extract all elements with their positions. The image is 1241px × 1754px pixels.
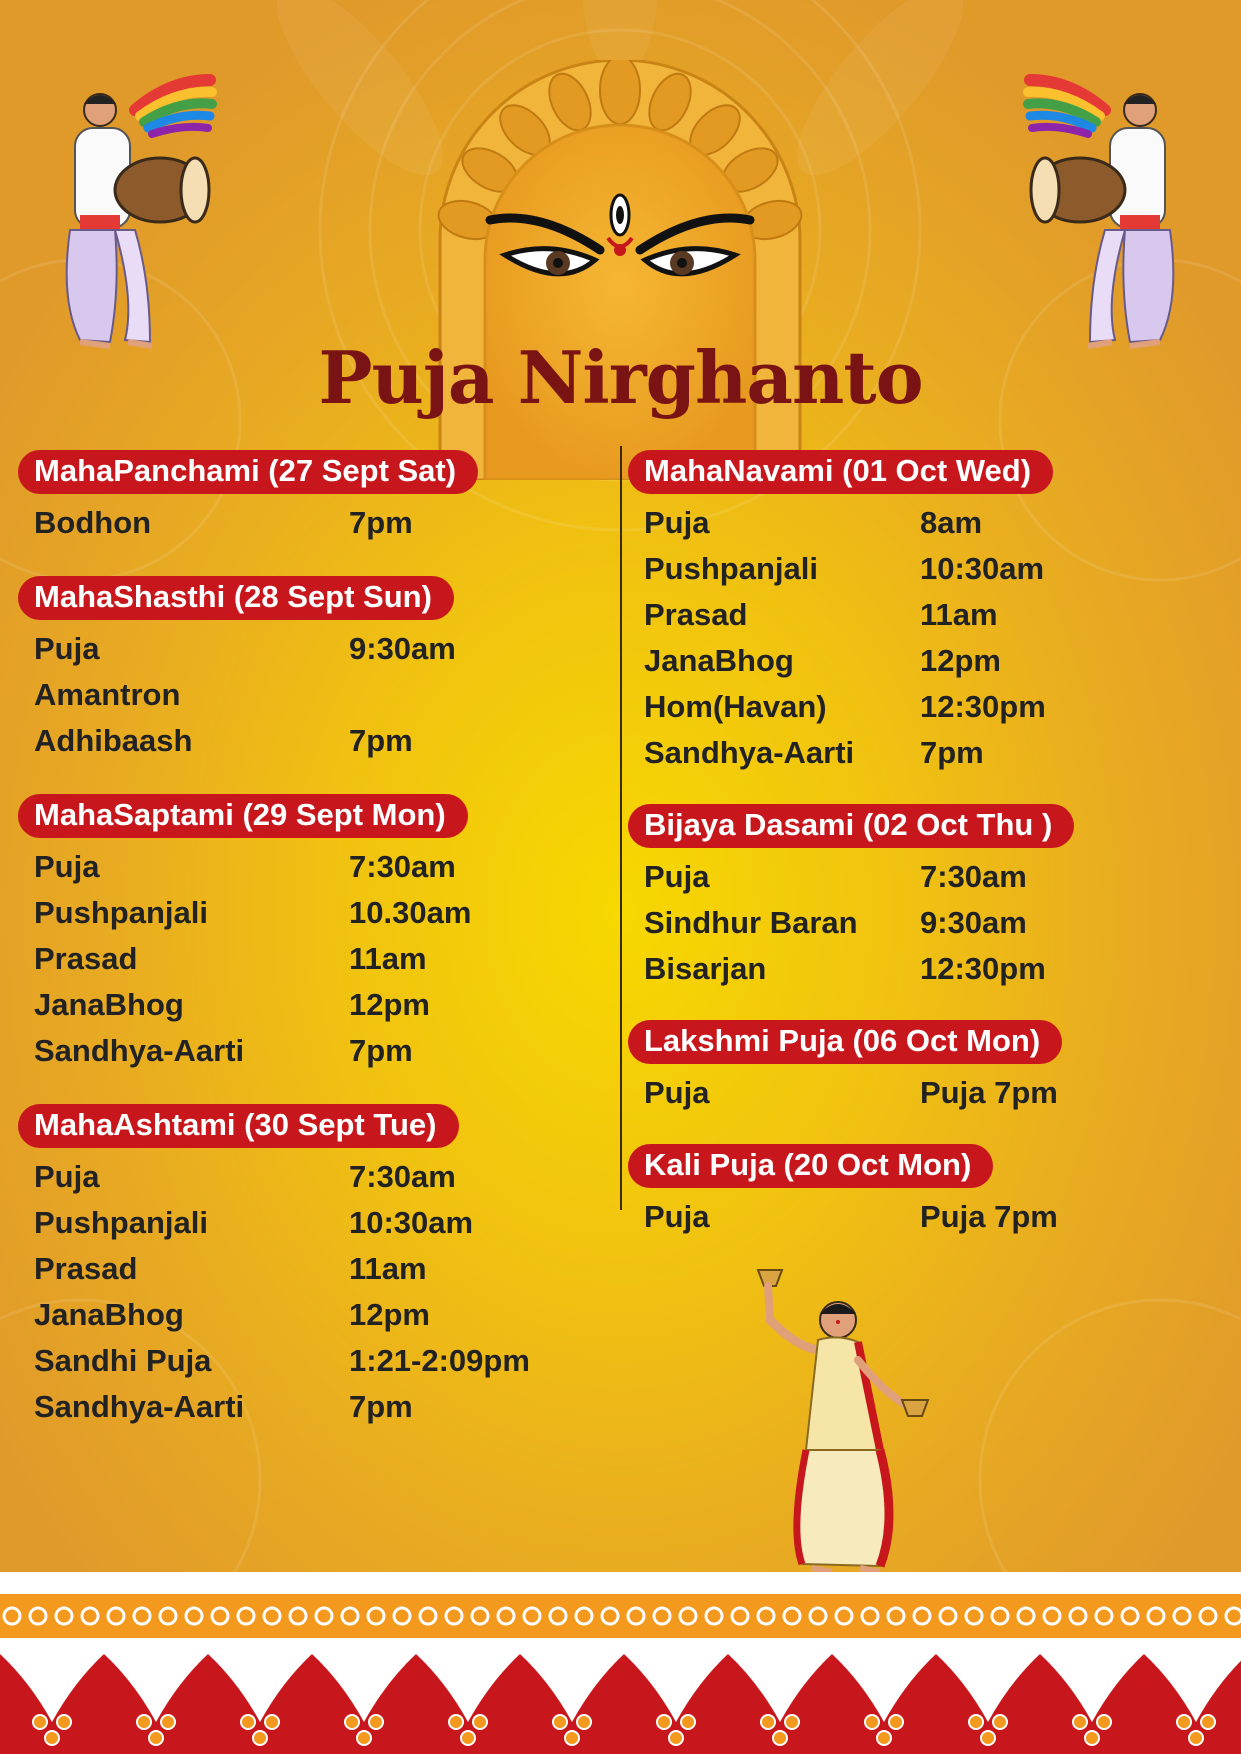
border-trio-dot (993, 1715, 1007, 1729)
day-heading: Lakshmi Puja (06 Oct Mon) (628, 1020, 1062, 1064)
event-name: Pushpanjali (34, 1205, 208, 1240)
event-name: Prasad (34, 1251, 138, 1286)
schedule-row (34, 1338, 598, 1384)
schedule-row (34, 672, 598, 718)
border-trio-dot (565, 1731, 579, 1745)
event-name: Bisarjan (644, 951, 767, 986)
border-trio-dot (877, 1731, 891, 1745)
border-trio-dot (357, 1731, 371, 1745)
event-name: Prasad (644, 597, 748, 632)
day-heading: Kali Puja (20 Oct Mon) (628, 1144, 993, 1188)
event-time: 9:30am (349, 631, 456, 666)
event-time: 12pm (920, 643, 1001, 678)
schedule-row (644, 500, 1228, 546)
event-name: Prasad (34, 941, 138, 976)
event-name: Puja (644, 859, 710, 894)
border-trio-dot (369, 1715, 383, 1729)
border-trio-dot (865, 1715, 879, 1729)
schedule-row (34, 626, 598, 672)
event-name: JanaBhog (644, 643, 794, 678)
event-name: JanaBhog (34, 1297, 184, 1332)
border-trio-dot (137, 1715, 151, 1729)
event-name: Sandhya-Aarti (34, 1033, 245, 1068)
event-name: Puja (34, 631, 100, 666)
day-section (628, 450, 1228, 776)
border-trio-dot (1201, 1715, 1215, 1729)
event-time: 7:30am (349, 849, 456, 884)
schedule-row (644, 1070, 1228, 1116)
event-name: Adhibaash (34, 723, 193, 758)
day-section (628, 804, 1228, 992)
event-name: Puja (644, 1199, 710, 1234)
border-trio-dot (45, 1731, 59, 1745)
border-trio-dot (785, 1715, 799, 1729)
day-section (18, 576, 598, 764)
schedule-row (644, 546, 1228, 592)
border-trio-dot (149, 1731, 163, 1745)
border-trio-dot (761, 1715, 775, 1729)
schedule-row (644, 1194, 1228, 1240)
event-time: 7pm (920, 735, 984, 770)
schedule-row (34, 844, 598, 890)
schedule-row (34, 936, 598, 982)
event-time: 12:30pm (920, 689, 1046, 724)
event-time: 10:30am (920, 551, 1045, 586)
schedule-row (644, 730, 1228, 776)
event-name: Puja (644, 505, 710, 540)
schedule-row (34, 1028, 598, 1074)
event-time: 11am (920, 597, 998, 632)
border-trio-dot (57, 1715, 71, 1729)
day-heading: MahaSaptami (29 Sept Mon) (18, 794, 468, 838)
event-time: 7:30am (349, 1159, 456, 1194)
border-trio-dot (461, 1731, 475, 1745)
border-trio-dot (773, 1731, 787, 1745)
schedule-row (34, 1154, 598, 1200)
event-name: Sandhya-Aarti (34, 1389, 245, 1424)
border-trio-dot (1097, 1715, 1111, 1729)
border-trio-dot (669, 1731, 683, 1745)
day-heading: MahaShasthi (28 Sept Sun) (18, 576, 454, 620)
border-trio-dot (253, 1731, 267, 1745)
event-name: Puja (34, 849, 100, 884)
event-name: Puja (34, 1159, 100, 1194)
border-trio-dot (473, 1715, 487, 1729)
schedule-row (34, 1384, 598, 1430)
border-trio-dot (981, 1731, 995, 1745)
dhaki-drummer-right-icon (1010, 70, 1200, 360)
dhunuchi-dancer-icon (730, 1250, 940, 1580)
border-trio-dot (1085, 1731, 1099, 1745)
event-time: Puja 7pm (920, 1199, 1058, 1234)
event-time: 1:21-2:09pm (349, 1343, 530, 1378)
event-time: 9:30am (920, 905, 1027, 940)
border-trio-dot (1073, 1715, 1087, 1729)
border-trio-dot (889, 1715, 903, 1729)
day-heading: MahaAshtami (30 Sept Tue) (18, 1104, 459, 1148)
schedule-row (34, 1292, 598, 1338)
event-time: 10:30am (349, 1205, 474, 1240)
border-trio-dot (241, 1715, 255, 1729)
schedule-row (34, 718, 598, 764)
schedule-right-column (628, 450, 1228, 1240)
border-trio-dot (657, 1715, 671, 1729)
event-time: Puja 7pm (920, 1075, 1058, 1110)
event-name: Sindhur Baran (644, 905, 858, 940)
event-name: Pushpanjali (34, 895, 208, 930)
event-time: 11am (349, 941, 427, 976)
event-time: 12pm (349, 987, 430, 1022)
event-name: Sandhi Puja (34, 1343, 212, 1378)
event-time: 12pm (349, 1297, 430, 1332)
border-trio-dot (553, 1715, 567, 1729)
event-name: Bodhon (34, 505, 152, 540)
schedule-row (644, 854, 1228, 900)
border-trio-dot (1177, 1715, 1191, 1729)
border-trio-dot (33, 1715, 47, 1729)
border-trio-dot (577, 1715, 591, 1729)
schedule-row (34, 890, 598, 936)
day-section (628, 1020, 1228, 1116)
event-time: 7pm (349, 1033, 413, 1068)
event-time: 7:30am (920, 859, 1027, 894)
border-trio-dot (1189, 1731, 1203, 1745)
schedule-row (644, 684, 1228, 730)
schedule-row (644, 900, 1228, 946)
schedule-row (34, 982, 598, 1028)
event-time: 10.30am (349, 895, 472, 930)
schedule-row (34, 500, 598, 546)
event-name: Hom(Havan) (644, 689, 827, 724)
schedule-left-column (18, 450, 598, 1430)
column-divider (620, 446, 622, 1210)
schedule-row (34, 1200, 598, 1246)
event-time: 8am (920, 505, 983, 540)
event-name: Puja (644, 1075, 710, 1110)
border-trio-dot (345, 1715, 359, 1729)
schedule-row (644, 946, 1228, 992)
alpana-border-icon (0, 1572, 1241, 1754)
schedule-row (34, 1246, 598, 1292)
event-time: 7pm (349, 723, 413, 758)
event-name: Pushpanjali (644, 551, 818, 586)
border-trio-dot (265, 1715, 279, 1729)
day-heading: MahaPanchami (27 Sept Sat) (18, 450, 478, 494)
day-section (18, 1104, 598, 1430)
dhaki-drummer-left-icon (40, 70, 230, 360)
day-heading: MahaNavami (01 Oct Wed) (628, 450, 1053, 494)
schedule-row (644, 638, 1228, 684)
event-time: 7pm (349, 1389, 413, 1424)
event-name: Sandhya-Aarti (644, 735, 855, 770)
day-section (18, 794, 598, 1074)
day-section (18, 450, 598, 546)
event-name: JanaBhog (34, 987, 184, 1022)
event-time: 11am (349, 1251, 427, 1286)
event-time: 12:30pm (920, 951, 1046, 986)
day-section (628, 1144, 1228, 1240)
border-trio-dot (449, 1715, 463, 1729)
border-trio-dot (161, 1715, 175, 1729)
page-title: Puja Nirghanto (318, 335, 923, 420)
event-time: 7pm (349, 505, 413, 540)
event-name: Amantron (34, 677, 181, 712)
border-trio-dot (969, 1715, 983, 1729)
border-trio-dot (681, 1715, 695, 1729)
schedule-row (644, 592, 1228, 638)
day-heading: Bijaya Dasami (02 Oct Thu ) (628, 804, 1074, 848)
